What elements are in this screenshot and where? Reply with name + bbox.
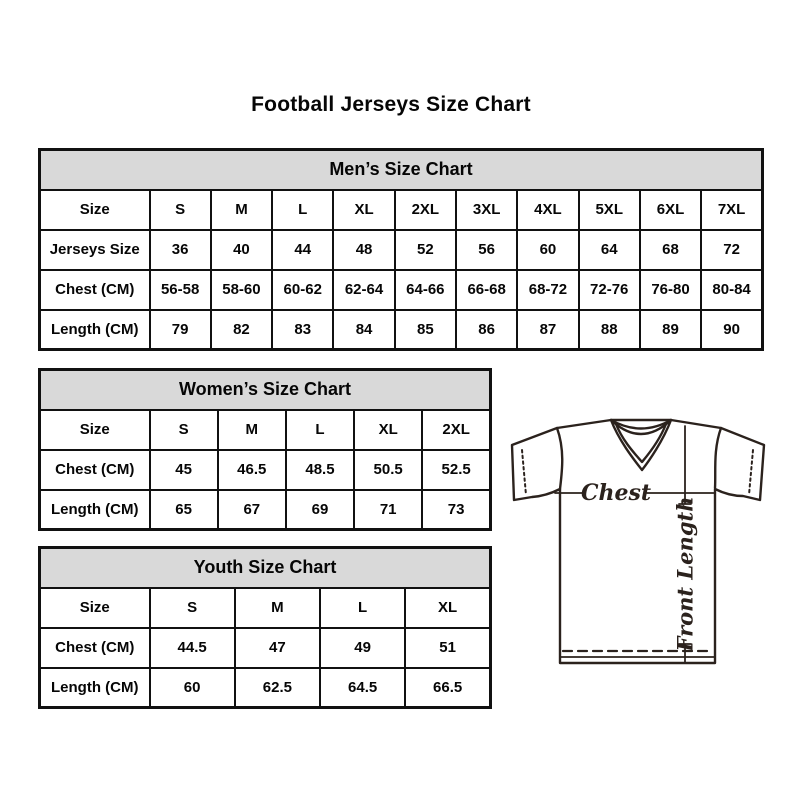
size-cell: 5XL xyxy=(579,190,640,230)
size-cell: 73 xyxy=(422,490,490,530)
size-cell: 51 xyxy=(405,628,490,668)
size-cell: 44.5 xyxy=(150,628,235,668)
womens-size-table xyxy=(38,368,492,531)
size-cell: 60-62 xyxy=(272,270,333,310)
size-cell: 56-58 xyxy=(150,270,211,310)
mens-size-table-title: Men’s Size Chart xyxy=(40,150,763,190)
jersey-diagram-svg xyxy=(505,400,770,690)
sleeve-seam-right xyxy=(715,428,721,488)
size-cell: 79 xyxy=(150,310,211,350)
size-cell: 49 xyxy=(320,628,405,668)
size-cell: 83 xyxy=(272,310,333,350)
size-cell: 6XL xyxy=(640,190,701,230)
size-cell: 82 xyxy=(211,310,272,350)
size-cell: 86 xyxy=(456,310,517,350)
size-cell: 71 xyxy=(354,490,422,530)
row-label: Chest (CM) xyxy=(40,628,150,668)
size-cell: L xyxy=(272,190,333,230)
jersey-measurement-diagram xyxy=(505,400,770,690)
cuff-stitch-left xyxy=(522,450,526,495)
size-cell: 50.5 xyxy=(354,450,422,490)
size-cell: 2XL xyxy=(422,410,490,450)
size-cell: 48.5 xyxy=(286,450,354,490)
size-cell: 45 xyxy=(150,450,218,490)
row-label: Chest (CM) xyxy=(40,450,150,490)
size-cell: 48 xyxy=(333,230,394,270)
row-label: Size xyxy=(40,190,150,230)
size-cell: 2XL xyxy=(395,190,456,230)
size-cell: L xyxy=(320,588,405,628)
size-cell: 66.5 xyxy=(405,668,490,708)
size-cell: 80-84 xyxy=(701,270,762,310)
row-label: Size xyxy=(40,588,150,628)
chest-label: Chest xyxy=(580,480,652,506)
size-cell: 58-60 xyxy=(211,270,272,310)
size-cell: 88 xyxy=(579,310,640,350)
front-length-label: Front Length xyxy=(672,496,698,652)
size-cell: 40 xyxy=(211,230,272,270)
size-cell: 76-80 xyxy=(640,270,701,310)
size-cell: 69 xyxy=(286,490,354,530)
size-cell: XL xyxy=(354,410,422,450)
size-cell: 72 xyxy=(701,230,762,270)
row-label: Length (CM) xyxy=(40,310,150,350)
size-cell: 7XL xyxy=(701,190,762,230)
size-cell: 85 xyxy=(395,310,456,350)
sleeve-seam-left xyxy=(557,428,562,489)
size-cell: 65 xyxy=(150,490,218,530)
womens-size-table-title: Women’s Size Chart xyxy=(40,370,491,410)
size-cell: 68-72 xyxy=(517,270,578,310)
size-cell: M xyxy=(211,190,272,230)
size-cell: XL xyxy=(405,588,490,628)
size-cell: 52 xyxy=(395,230,456,270)
youth-size-table xyxy=(38,546,492,709)
youth-size-chart-section xyxy=(38,546,492,709)
size-cell: 60 xyxy=(517,230,578,270)
size-cell: 66-68 xyxy=(456,270,517,310)
size-cell: M xyxy=(218,410,286,450)
size-cell: 3XL xyxy=(456,190,517,230)
size-cell: 64 xyxy=(579,230,640,270)
size-cell: 89 xyxy=(640,310,701,350)
size-cell: 84 xyxy=(333,310,394,350)
size-cell: 64.5 xyxy=(320,668,405,708)
size-cell: L xyxy=(286,410,354,450)
size-cell: S xyxy=(150,190,211,230)
size-cell: 60 xyxy=(150,668,235,708)
row-label: Length (CM) xyxy=(40,490,150,530)
mens-size-chart-section xyxy=(38,148,764,351)
row-label: Length (CM) xyxy=(40,668,150,708)
size-cell: 62.5 xyxy=(235,668,320,708)
size-cell: 36 xyxy=(150,230,211,270)
size-cell: M xyxy=(235,588,320,628)
youth-size-table-title: Youth Size Chart xyxy=(40,548,491,588)
cuff-stitch-right xyxy=(749,450,753,495)
row-label: Jerseys Size xyxy=(40,230,150,270)
row-label: Size xyxy=(40,410,150,450)
size-cell: XL xyxy=(333,190,394,230)
page-title: Football Jerseys Size Chart xyxy=(251,93,531,116)
size-cell: S xyxy=(150,588,235,628)
size-cell: S xyxy=(150,410,218,450)
size-cell: 72-76 xyxy=(579,270,640,310)
size-cell: 44 xyxy=(272,230,333,270)
row-label: Chest (CM) xyxy=(40,270,150,310)
size-cell: 46.5 xyxy=(218,450,286,490)
size-cell: 56 xyxy=(456,230,517,270)
size-cell: 67 xyxy=(218,490,286,530)
size-cell: 52.5 xyxy=(422,450,490,490)
size-cell: 62-64 xyxy=(333,270,394,310)
size-cell: 90 xyxy=(701,310,762,350)
size-cell: 4XL xyxy=(517,190,578,230)
size-cell: 64-66 xyxy=(395,270,456,310)
size-cell: 68 xyxy=(640,230,701,270)
size-cell: 87 xyxy=(517,310,578,350)
size-cell: 47 xyxy=(235,628,320,668)
womens-size-chart-section xyxy=(38,368,492,531)
mens-size-table xyxy=(38,148,764,351)
